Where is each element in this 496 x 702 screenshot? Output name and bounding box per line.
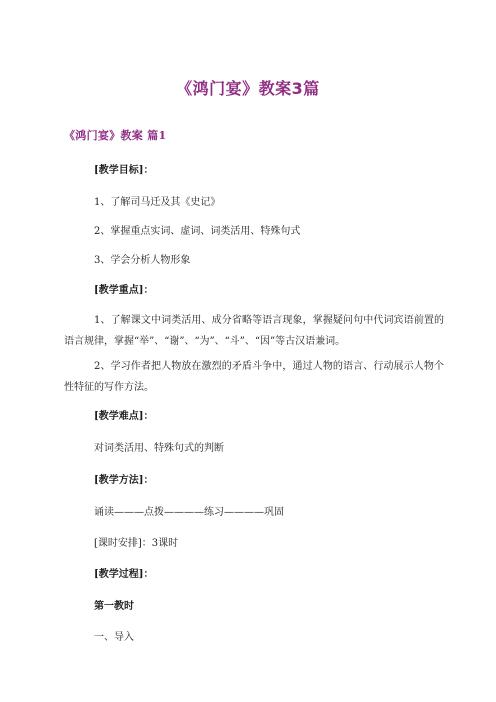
objectives-heading: [教学目标]：: [94, 165, 154, 176]
section-title: 《鸿门宴》教案 篇1: [64, 129, 167, 142]
objective-item: 3、学会分析人物形象: [94, 255, 191, 266]
objective-item: 2、掌握重点实词、虚词、词类活用、特殊句式: [94, 226, 301, 237]
key-point-paragraph: 1、了解课文中词类活用、成分省略等语言现象，掌握疑问句中代词宾语前置的语言规律，掌握“举”、“谢”、“为”、“斗”、“因”等古汉语兼词。: [64, 315, 444, 347]
lesson-heading: 第一教时: [94, 601, 134, 612]
key-points-heading: [教学重点]：: [94, 285, 154, 296]
methods-text: 诵读———点拨————练习————巩固: [94, 507, 284, 518]
intro-text: 一、导入: [94, 632, 134, 643]
schedule-text: [课时安排]：3课时: [94, 538, 179, 549]
process-heading: [教学过程]：: [94, 569, 154, 580]
key-point-paragraph: 2、学习作者把人物放在激烈的矛盾斗争中，通过人物的语言、行动展示人物个性特征的写作方法。: [64, 361, 444, 393]
difficulties-text: 对词类活用、特殊句式的判断: [94, 443, 224, 454]
objective-item: 1、了解司马迁及其《史记》: [94, 197, 221, 208]
document-title: 《鸿门宴》教案3篇: [176, 79, 320, 98]
methods-heading: [教学方法]：: [94, 475, 154, 486]
difficulties-heading: [教学难点]：: [94, 411, 154, 422]
